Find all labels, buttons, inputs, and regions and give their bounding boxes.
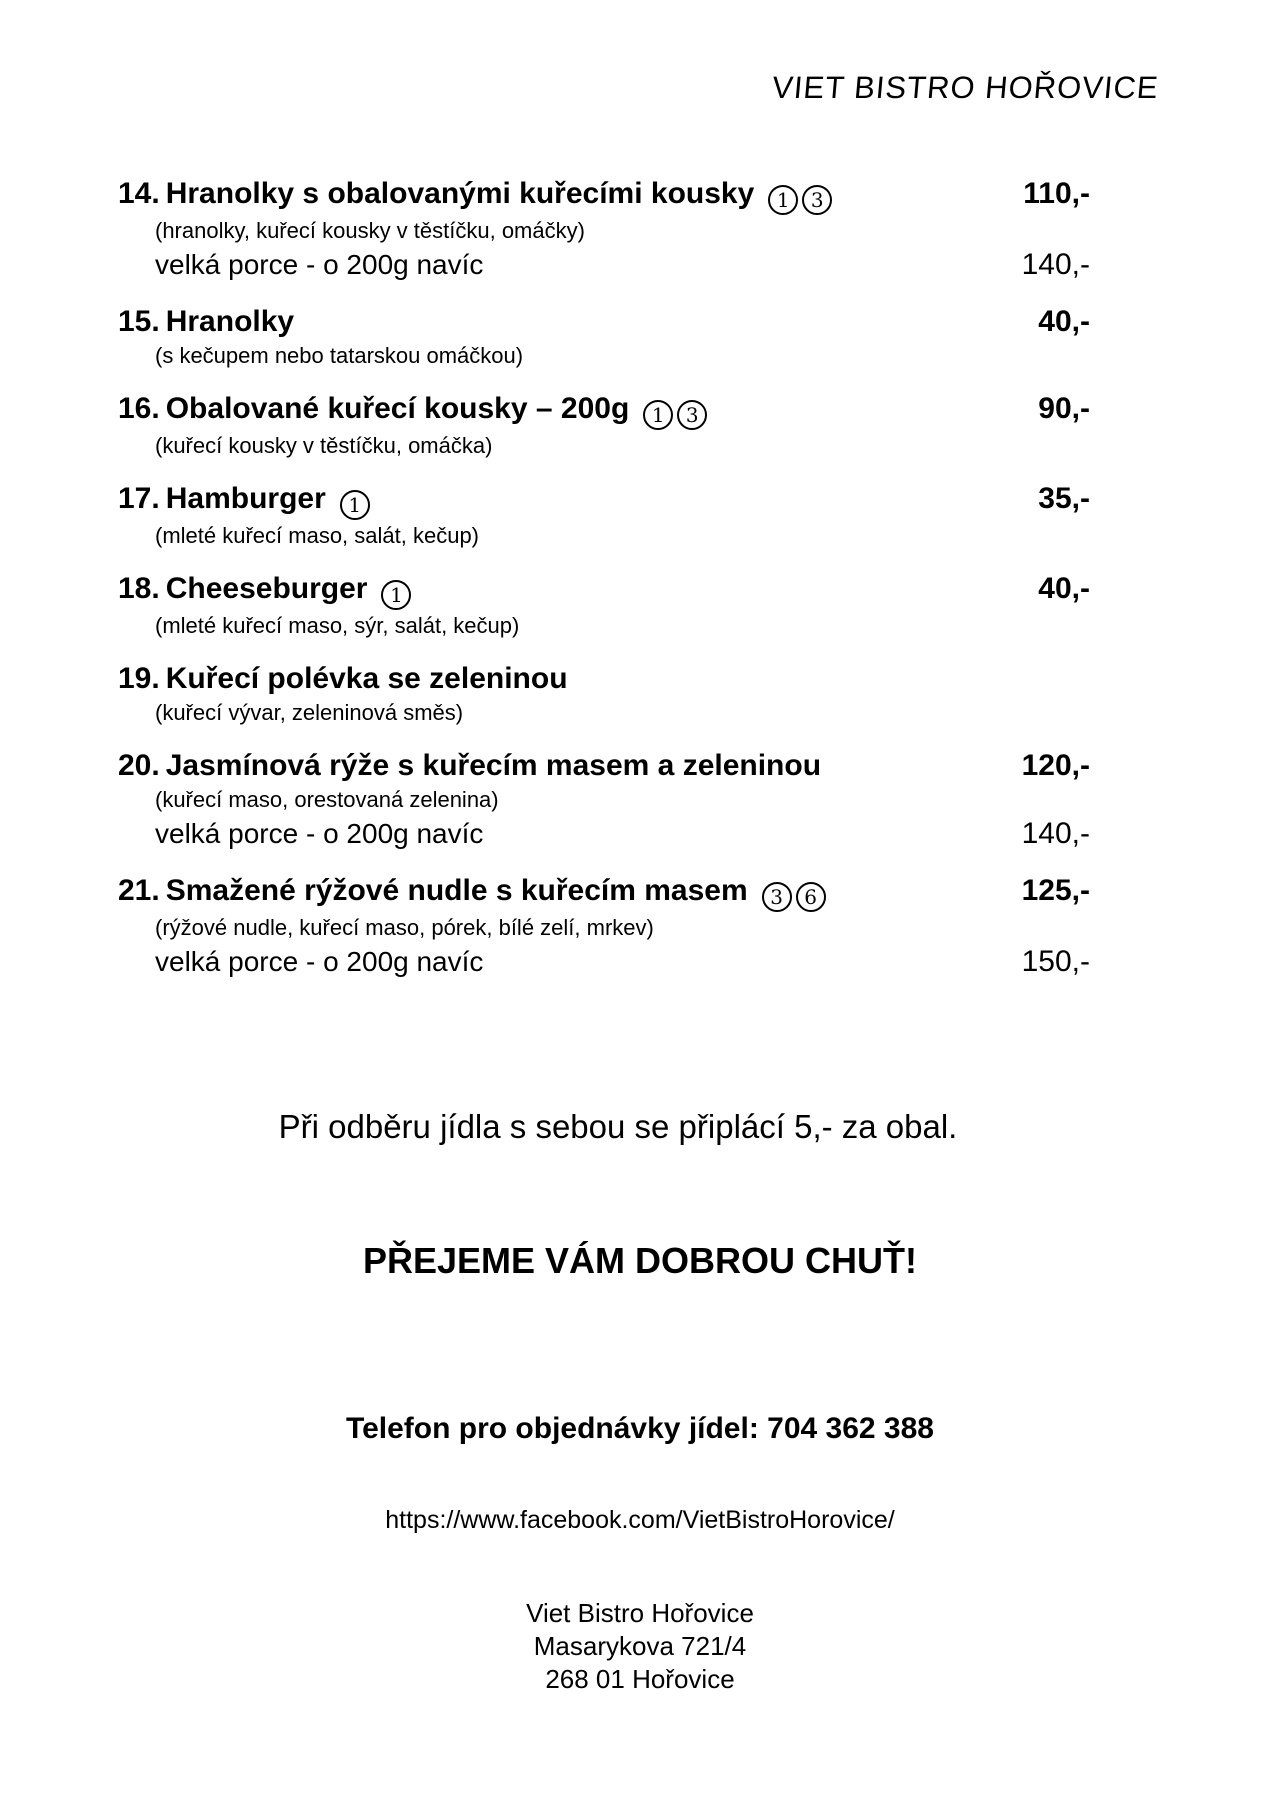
item-title-line: [118, 481, 940, 520]
allergen-badge: 1: [643, 400, 673, 430]
menu-item: [118, 661, 1090, 728]
item-description: (s kečupem nebo tatarskou omáčkou): [155, 343, 524, 368]
item-price: 35,-: [1038, 482, 1090, 515]
item-number: 21.: [118, 874, 160, 907]
allergen-badge: 3: [762, 882, 792, 912]
allergen-badge: 1: [381, 580, 411, 610]
allergen-badges: [336, 482, 370, 515]
item-extra-price: 140,-: [1021, 817, 1090, 850]
item-description: (kuřecí kousky v těstíčku, omáčka): [155, 433, 493, 458]
item-price: [940, 661, 1090, 697]
item-title: Hamburger: [165, 482, 326, 515]
item-title: Hranolky: [165, 305, 295, 338]
item-description: (rýžové nudle, kuřecí maso, pórek, bílé zelí, mrkev): [155, 915, 654, 940]
item-price: 40,-: [1038, 572, 1090, 605]
allergen-badges: [377, 572, 411, 605]
item-extra-label: velká porce - o 200g navíc: [155, 818, 484, 849]
item-title-line: [118, 571, 940, 610]
item-title-line: [118, 391, 940, 430]
item-description: (kuřecí maso, orestovaná zelenina): [155, 787, 499, 812]
menu-item: [118, 873, 1090, 981]
address-block: [0, 1597, 1280, 1696]
menu-item: [118, 304, 1090, 371]
item-title-line: [118, 176, 940, 215]
address-line-name: Viet Bistro Hořovice: [526, 1598, 754, 1628]
item-description: (mleté kuřecí maso, salát, kečup): [155, 523, 480, 548]
item-extra-label: velká porce - o 200g navíc: [155, 946, 484, 977]
item-title: Cheeseburger: [165, 572, 368, 605]
bon-appetit-note: PŘEJEME VÁM DOBROU CHUŤ!: [362, 1240, 918, 1281]
allergen-badges: [639, 392, 707, 425]
address-line-street: Masarykova 721/4: [533, 1631, 747, 1661]
item-title-line: [118, 748, 940, 784]
item-number: 20.: [118, 749, 160, 782]
item-number: 18.: [118, 572, 160, 605]
menu-item: [118, 176, 1090, 284]
allergen-badge: 3: [677, 400, 707, 430]
item-price: 120,-: [1021, 749, 1090, 782]
allergen-badge: 1: [768, 185, 798, 215]
item-title-line: [118, 661, 940, 697]
item-title: Obalované kuřecí kousky – 200g: [165, 392, 630, 425]
menu-item: [118, 481, 1090, 551]
allergen-badge: 6: [796, 882, 826, 912]
item-title: Jasmínová rýže s kuřecím masem a zeleninou: [165, 749, 822, 782]
item-description: (mleté kuřecí maso, sýr, salát, kečup): [155, 613, 520, 638]
item-extra-price: 150,-: [1021, 945, 1090, 978]
phone-line: Telefon pro objednávky jídel: 704 362 388: [345, 1412, 934, 1445]
allergen-badge: 3: [802, 185, 832, 215]
item-price: 125,-: [1021, 874, 1090, 907]
item-title-line: [118, 873, 940, 912]
takeaway-note: Při odběru jídla s sebou se připlácí 5,- za obal.: [278, 1108, 958, 1145]
item-extra-price: 140,-: [1021, 248, 1090, 281]
allergen-badge: 1: [340, 490, 370, 520]
address-line-city: 268 01 Hořovice: [545, 1664, 735, 1694]
item-extra-label: velká porce - o 200g navíc: [155, 249, 484, 280]
allergen-badges: [764, 177, 832, 210]
item-price: 90,-: [1038, 392, 1090, 425]
item-price: 40,-: [1038, 305, 1090, 338]
item-title: Kuřecí polévka se zeleninou: [165, 662, 568, 695]
menu-list: [118, 176, 1090, 1001]
item-price: 110,-: [1023, 177, 1090, 210]
item-description: (kuřecí vývar, zeleninová směs): [155, 700, 464, 725]
item-number: 14.: [118, 177, 160, 210]
item-number: 17.: [118, 482, 160, 515]
item-title: Smažené rýžové nudle s kuřecím masem: [165, 874, 748, 907]
item-description: (hranolky, kuřecí kousky v těstíčku, omáčky): [155, 218, 585, 243]
item-title: Hranolky s obalovanými kuřecími kousky: [165, 177, 755, 210]
facebook-url: https://www.facebook.com/VietBistroHorovice/: [385, 1506, 895, 1534]
menu-item: [118, 571, 1090, 641]
brand-title: VIET BISTRO HOŘOVICE: [770, 70, 1161, 105]
item-number: 16.: [118, 392, 160, 425]
menu-item: [118, 391, 1090, 461]
menu-item: [118, 748, 1090, 853]
allergen-badges: [758, 874, 826, 907]
item-title-line: [118, 304, 940, 340]
item-number: 15.: [118, 305, 160, 338]
item-number: 19.: [118, 662, 160, 695]
